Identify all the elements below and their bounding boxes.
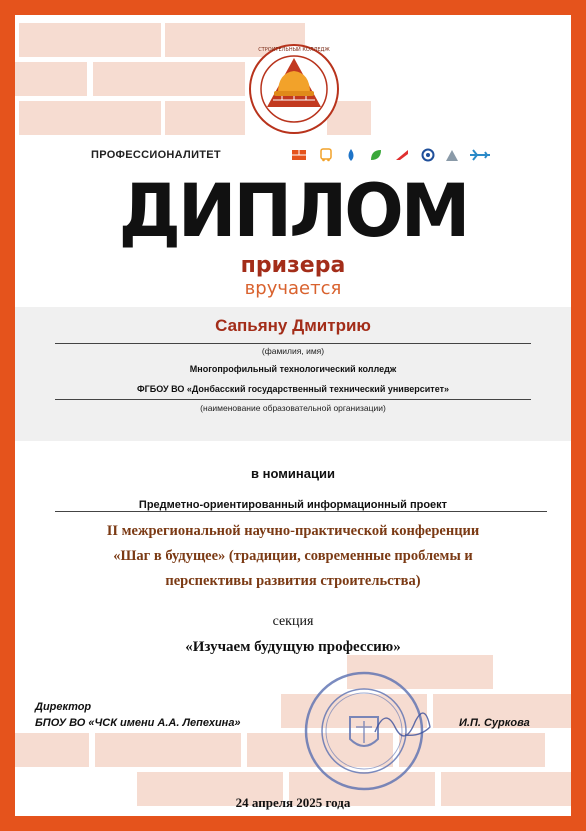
diploma-title: ДИПЛОМ — [118, 167, 468, 255]
mountain-icon — [445, 148, 459, 162]
director-org: БПОУ ВО «ЧСК имени А.А. Лепехина» — [35, 717, 241, 729]
decor-brick — [165, 101, 245, 135]
decor-brick — [19, 23, 161, 57]
brand-row — [91, 148, 511, 164]
org-line-2: ФГБОУ ВО «Донбасский государственный технический университет» — [136, 384, 450, 394]
award-date: 24 апреля 2025 года — [235, 795, 351, 810]
org-caption: (наименование образовательной организации) — [200, 403, 386, 413]
recipient-name: Сапьяну Дмитрию — [215, 316, 371, 335]
target-icon — [421, 148, 435, 162]
org-line-1: Многопрофильный технологический колледж — [189, 364, 397, 374]
bus-icon — [319, 148, 333, 162]
brick-icon — [291, 148, 307, 162]
name-underline — [55, 343, 531, 344]
conference-line-2: «Шаг в будущее» (традиции, современные проблемы и — [113, 548, 473, 564]
nomination-underline — [55, 511, 547, 512]
decor-brick — [93, 62, 245, 96]
leaf-icon — [369, 148, 383, 162]
svg-text:СТРОИТЕЛЬНЫЙ КОЛЛЕДЖ: СТРОИТЕЛЬНЫЙ КОЛЛЕДЖ — [258, 47, 330, 53]
drop-icon — [345, 148, 357, 162]
college-logo-icon — [248, 43, 340, 135]
plane-icon — [469, 148, 491, 162]
conference-line-3: перспективы развития строительства) — [165, 573, 421, 589]
diploma-subtitle-2: вручается — [244, 278, 342, 299]
nomination-name: Предметно-ориентированный информационный проект — [138, 499, 448, 511]
decor-brick — [95, 733, 241, 767]
decor-brick — [15, 62, 87, 96]
conference-line-1: II межрегиональной научно-практической конференции — [106, 523, 480, 539]
section-name: «Изучаем будущую профессию» — [185, 639, 401, 655]
brand-name: ПРОФЕССИОНАЛИТЕТ — [91, 149, 221, 161]
director-title: Директор — [35, 701, 92, 713]
decor-brick — [15, 733, 89, 767]
signature-icon — [370, 697, 440, 747]
director-name: И.П. Суркова — [459, 717, 530, 729]
diploma-page — [15, 15, 571, 816]
diploma-subtitle: призера — [240, 253, 346, 278]
nomination-label: в номинации — [251, 466, 335, 481]
flag-icon — [395, 148, 409, 162]
org-underline — [55, 399, 531, 400]
section-label: секция — [272, 614, 314, 629]
decor-brick — [19, 101, 161, 135]
name-caption: (фамилия, имя) — [261, 346, 325, 356]
